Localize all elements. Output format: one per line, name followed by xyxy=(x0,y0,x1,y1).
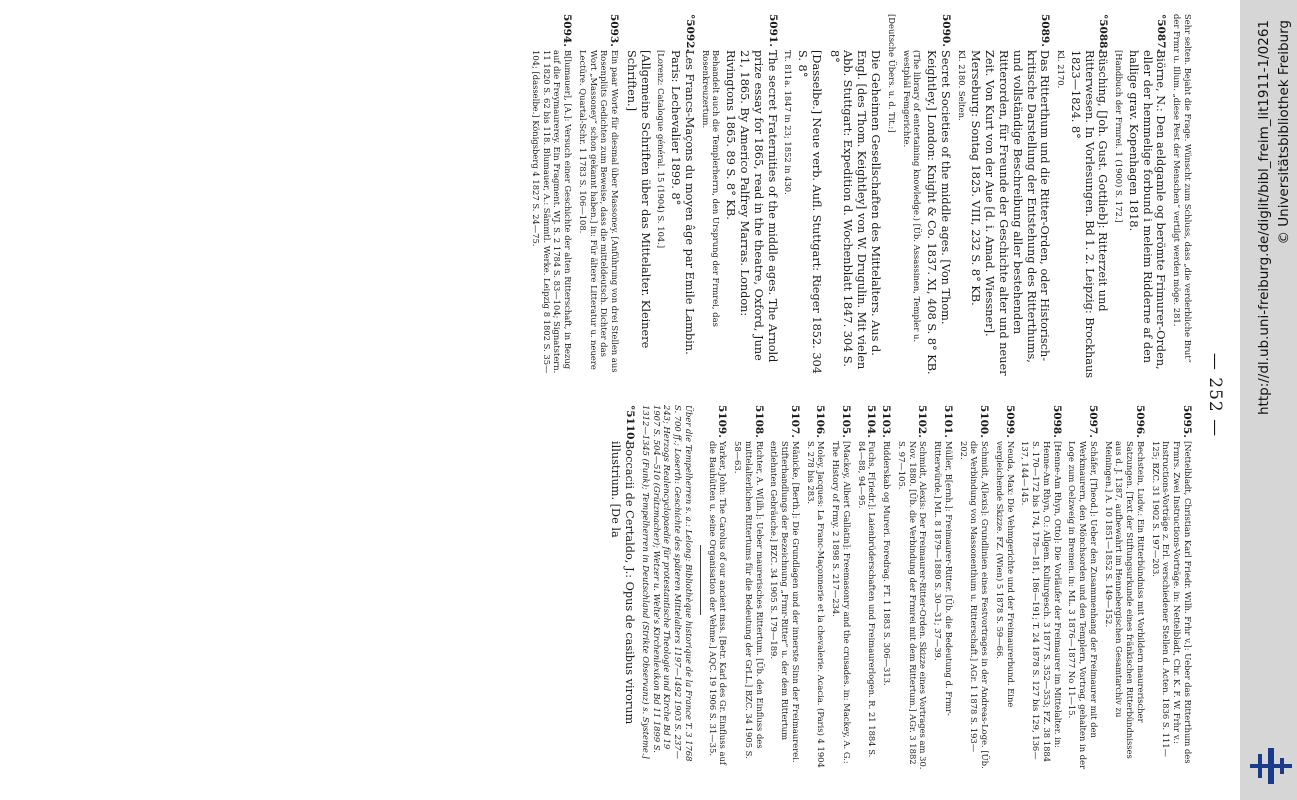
entry-text: Les Francs-Maçons du moyen âge par Emile Lambin. Paris: Lechevalier 1899. 8° xyxy=(669,50,696,355)
bibliography-entry xyxy=(707,405,729,770)
entry-text: Schmidt, Alexis: Der Freimaurer-Ritter-Orden. Skizze eines Vortrages am 30. Nov. 1880. [Üb. die Verbindung der Frmrei mit dem Rittertum.] AGr. 3 1882 S. 97—105. xyxy=(897,441,929,770)
bibliography-entry xyxy=(994,405,1016,770)
entry-note: Tt. 811a. 1847 in 23; 1852 in 430. xyxy=(783,50,794,195)
entry-number: 5100. xyxy=(978,405,991,438)
entry-text: Richter, A. W[ilh.]: Ueber maurerisches Rittertum. [Üb. den Einfluss des mittelalterlichen Rittertums für die Bedeutung der GrLL.] BZC. 34 1905 S. 58—63. xyxy=(733,441,765,759)
bibliography-entry xyxy=(530,14,573,379)
entry-number: °5088. xyxy=(1097,14,1110,53)
ub-freiburg-logo-icon xyxy=(1250,748,1292,784)
entry-text: Die Geheimen Gesellschaften des Mittelalters. Aus d. Engl. [des Thom. Keightley] von W. Drugulin. Mit vielen Abb. Stuttgart: Expedition d. Wochenblatt 1847. 304 S. 8° xyxy=(827,50,883,370)
entry-number: 5103. xyxy=(880,405,893,438)
entry-text: Fuchs, F[riedr.]: Laienbrüderschaften und Freimaurerlogen. R. 21 1884 S. 84—88, 94—95. xyxy=(856,441,878,758)
entry-text: [Mackey, Albert Gallatin]: Freemasonry and the crusades. in: Mackey, A. G.: The History of Frmy. 2 1898 S. 217—234. xyxy=(831,441,852,764)
bibliography-entry xyxy=(700,14,779,379)
entry-number: 5089. xyxy=(1039,14,1052,47)
continuation-text: [Deutsche Übers. u. d. Tit.:] xyxy=(886,14,897,133)
entry-number: 5102. xyxy=(916,405,929,438)
bibliography-entry xyxy=(769,405,801,770)
bibliography-entry xyxy=(1113,14,1167,379)
bibliography-entry xyxy=(1103,405,1146,770)
entry-number: 5108. xyxy=(752,405,765,438)
entry-number: °5110. xyxy=(624,405,637,444)
entry-note: [Lorenz: Catalogue général. 15 (1904) S. 104.] xyxy=(656,50,667,249)
bibliography-entry xyxy=(896,405,928,770)
entry-text: Das Ritterthum und die Ritter-Orden, oder Historisch-kritische Darstellung der Entstehung des Ritterthums, und vollständige Beschreibung aller bestehenden Ritterorden, für Freunde der Geschichte alter und neuer Zeit. Von Kurt von der Aue [d. i. Amad. Wiessner]. Merseburg: Sontag 1825. VIII, 232 S. 8° KB. xyxy=(969,50,1052,376)
entry-note: Behandelt auch die Templerherrn, den Ursprung der Frmrei, das Rosenkreuzertum. xyxy=(700,50,722,327)
bibliography-entry xyxy=(656,14,696,379)
page-number: — 252 — xyxy=(1205,352,1225,438)
source-url[interactable]: http://dl.ub.uni-freiburg.de/diglit/bibl_freim_lit1911-1/0261 xyxy=(1256,20,1272,416)
section-divider xyxy=(700,545,701,615)
cross-reference-note: Über die Tempelherren s. a.: Lelong: Bibliothèque historique de la France T. 3 1768 S. 700 ff.; Loserth: Geschichte des späteren Mittelalters 1197—1492 1903 S. 237—243; Herzogs Realencyclopaedie für protestantische Theologie und Kirche Bd 19 1907 S. 504—510 (Grützmacher); Wetzer u. Welte's Kirchenlexikon Bd 11 1899 S. 1312—1345 (Funk); Tempelherren in Deutschland (Strikte Observanz) s. Systeme.] xyxy=(641,405,694,762)
entry-number: 5099. xyxy=(1003,405,1016,438)
bibliography-entry xyxy=(901,14,952,379)
entry-number: 5104. xyxy=(865,405,878,438)
entry-text: Schäfer, [Theod.]: Ueber den Zusammenhang der Freimaurer mit den Werkmaurern, den Mönchsorden und den Templern, Vortrag, gehalten in der Loge zum Oelzweig in Bremen. in: ML. 3 1876—1877 No 11—15. xyxy=(1067,441,1099,770)
copyright-notice: © Universitätsbibliothek Freiburg xyxy=(1276,20,1292,245)
entry-text: Neuda, Max: Die Vehmgerichte und der Freimaurerbund. Eine vergleichende Skizze. FZ. (Wien) 5 1878 S. 59—66. xyxy=(995,441,1016,708)
entry-text: Bechstein, Ludw.: Ein Ritterbündniss mit Vorbildern maurerischer Satzungen. [Text der Stiftungsurkunde eines fränkischen Ritterbündnisses aus d. J. 1387, aufbewahrt im Hennebergischen Gesamtarchiv zu Meiningen.] A. 10 1851—1852 S. 149—152. xyxy=(1103,441,1146,759)
bibliography-entry xyxy=(1150,405,1193,770)
entry-number: 5091. xyxy=(766,14,779,47)
entry-number: 5094. xyxy=(561,14,574,47)
bibliography-entry xyxy=(827,14,882,379)
bibliography-entry xyxy=(805,405,827,770)
bibliography-entry xyxy=(856,405,878,770)
entry-text: Ridderskab og Mureri. Foredrag. FT. 1 1883 S. 306—313. xyxy=(882,441,893,686)
entry-note: Kl. 2180. Selten. xyxy=(956,50,967,121)
entry-number: 5106. xyxy=(814,405,827,438)
left-column xyxy=(15,14,1193,379)
right-column xyxy=(15,405,1193,770)
bibliography-entry xyxy=(609,405,637,770)
entry-number: 5105. xyxy=(840,405,852,438)
bibliography-entry xyxy=(577,14,620,379)
entry-text: [Allgemeine Schriften über das Mittelalter. Kleinere Schriften.] xyxy=(624,50,652,349)
bibliography-entry xyxy=(1020,405,1063,770)
entry-text: Büsching, [Joh. Gust. Gottlieb]: Ritterzeit und Ritterwesen. In Vorlesungen. Bd 1. 2. Leipzig: Brockhaus 1823—1824. 8° xyxy=(1068,50,1110,379)
entry-number: °5087. xyxy=(1155,14,1168,53)
entry-number: 5101. xyxy=(942,405,954,438)
entry-note: (The library of entertaining knowledge.) [Üb. Assassinen, Templer u. westphäl Femgerichte. xyxy=(901,50,923,343)
entry-number: 5107. xyxy=(789,405,801,438)
continuation-text: Sehr selten. Bejaht die Frage. Wünscht zum Schluss, dass „die verderbliche Brut“ der Frmr u. Illum. „diese Pest der Menschen“ vertilgt werden möge. 281. xyxy=(1172,14,1193,363)
entry-number: 5096. xyxy=(1134,405,1146,438)
entry-text: The secret Fraternities of the middle ages. The Arnold prize essay for 1865, read in the theatre, Oxford, June 21, 1865. By Americo Palfrey Marras. London: Rivingtons 1865. 89 S. 8° KB. xyxy=(724,50,779,363)
entry-note: [Handbuch der Frmrei. 1 (1900) S. 172.] xyxy=(1114,50,1125,223)
entry-number: 5090. xyxy=(939,14,952,47)
bibliography-entry xyxy=(956,14,1051,379)
entry-text: Secret Societies of the middle ages. [Von Thom. Keightley.] London: Knight & Co. 1837. XI, 408 S. 8° KB. xyxy=(925,50,952,375)
bibliography-entry xyxy=(783,14,823,379)
scanned-page xyxy=(5,0,1235,790)
entry-text: Schmidt, A[lexis]: Grundlinien eines Festvortrages in der Andreas-Loge. [Üb. die Verbindung von Massonenthum u. Ritterschaft.] AGr. 1 1878 S. 193—202. xyxy=(958,441,991,769)
entry-number: 5093. xyxy=(608,14,621,47)
bibliography-entry xyxy=(831,405,853,770)
entry-number: 5095. xyxy=(1181,405,1193,438)
entry-text: [Nettelbladt, Christian Karl Friedr. Wilh. Frhr v.]: Ueber das Ritterthum des Frmrs. Zwei Instructions-Vorträge. in: Nettelbladt, Chr. K. F. W. Frhr v.: Instructions-Vorträge z. Erl. verschiedener Stellen d. Acten. 1836 S. 111—125; BZC. 31 1902 S. 197—203. xyxy=(1150,441,1193,764)
entry-text: Ein paar Worte für diesmal über Massoney. [Anführung von drei Stellen aus Rosenplüts Gedichten zum Beweise, dass die mitteldeutsch. Dichter das Wort „Massoney“ schon gekannt haben.] in: Für ältere Litteratur u. neuere Lectüre. Quartal-Schr. 1 1783 S. 106—108. xyxy=(577,50,621,373)
bibliography-entry xyxy=(1067,405,1099,770)
entry-text: Müller, B[ernh.]: Freimaurer-Ritter. [Üb. die Bedeutung d. Frmr-Ritterwürde.] ML. 8 1879—1880 S. 30—31; 37—39. xyxy=(933,441,954,716)
entry-text: [Dasselbe.] Neue verb. Aufl. Stuttgart: Rieger 1852. 304 S. 8° xyxy=(796,50,823,374)
bibliography-entry xyxy=(624,14,652,379)
entry-text: Mänicke, [Berth.]: Die Grundlagen und der innerste Sinn der Freimaurerei. Stifterhandlungs der Bezeichnung „Frmr-Ritter“ u. der dem Rittertum entlehnten Gebräuche.] BZC. 34 1905 S. 179—189. xyxy=(769,441,801,763)
entry-text: Biörne, N.: Den aeldgamle og berömte Frimurer-Orden, eller der hemmelige forbund i meleim Ridderne af den hallige grav. Kopenhagen 1818. xyxy=(1126,50,1168,370)
entry-text: Moley, Jacques: La Franc-Maçonnerie et la chevalerie. Acacia. (Paris) 4 1904 S. 278 bis 283. xyxy=(805,441,827,768)
bibliography-entry xyxy=(958,405,990,770)
entry-number: 5109. xyxy=(716,405,729,438)
entry-number: °5092. xyxy=(684,14,696,53)
entry-text: Yarker, John: The Carolus of our ancient mss. [Betr. Karl des Gr. Einfluss auf die Bauhütten u. seine Organisation der Vehme.] AQC. 19 1906 S. 31—35. xyxy=(707,441,729,765)
bibliography-entry xyxy=(933,405,955,770)
bibliography-entry xyxy=(882,405,893,770)
entry-number: 5098. xyxy=(1050,405,1063,438)
bibliography-entry xyxy=(1055,14,1109,379)
entry-text: B[lumauer], [A.]: Versuch einer Geschichte der alten Ritterschaft, in Bezug auf die Freymaurerey. Ein Fragment. WJ. S. 2 1784 S. 83—104; Signatstern. 11 1820 S. 62 bis 118. Blumauer, A.: Sämmtl. Werke. Leipzig 8 1802 S. 35—104; [dasselbe.] Königsberg 4 1827 S. 24—75. xyxy=(530,50,574,374)
entry-text: [Henne-Am Rhyn, Otto]: Die Vorläufer der Freimaurer im Mittelalter. in: Henne-Am Rhyn, O.: Allgem. Kulturgesch. 3 1877 S. 352—353; FZ. 38 1884 S. 170—172 bis 174, 178—181, 186—191; T. 24 1878 S. 127 bis 129, 136—137, 144—145. xyxy=(1020,441,1063,763)
bibliography-entry xyxy=(733,405,765,770)
entry-text: Boccacii de Certaldo, J.: Opus de casibus virorum illustrium. [De la xyxy=(609,441,637,725)
entry-number: 5097. xyxy=(1087,405,1099,438)
entry-note: Kl. 2170. xyxy=(1056,50,1067,89)
